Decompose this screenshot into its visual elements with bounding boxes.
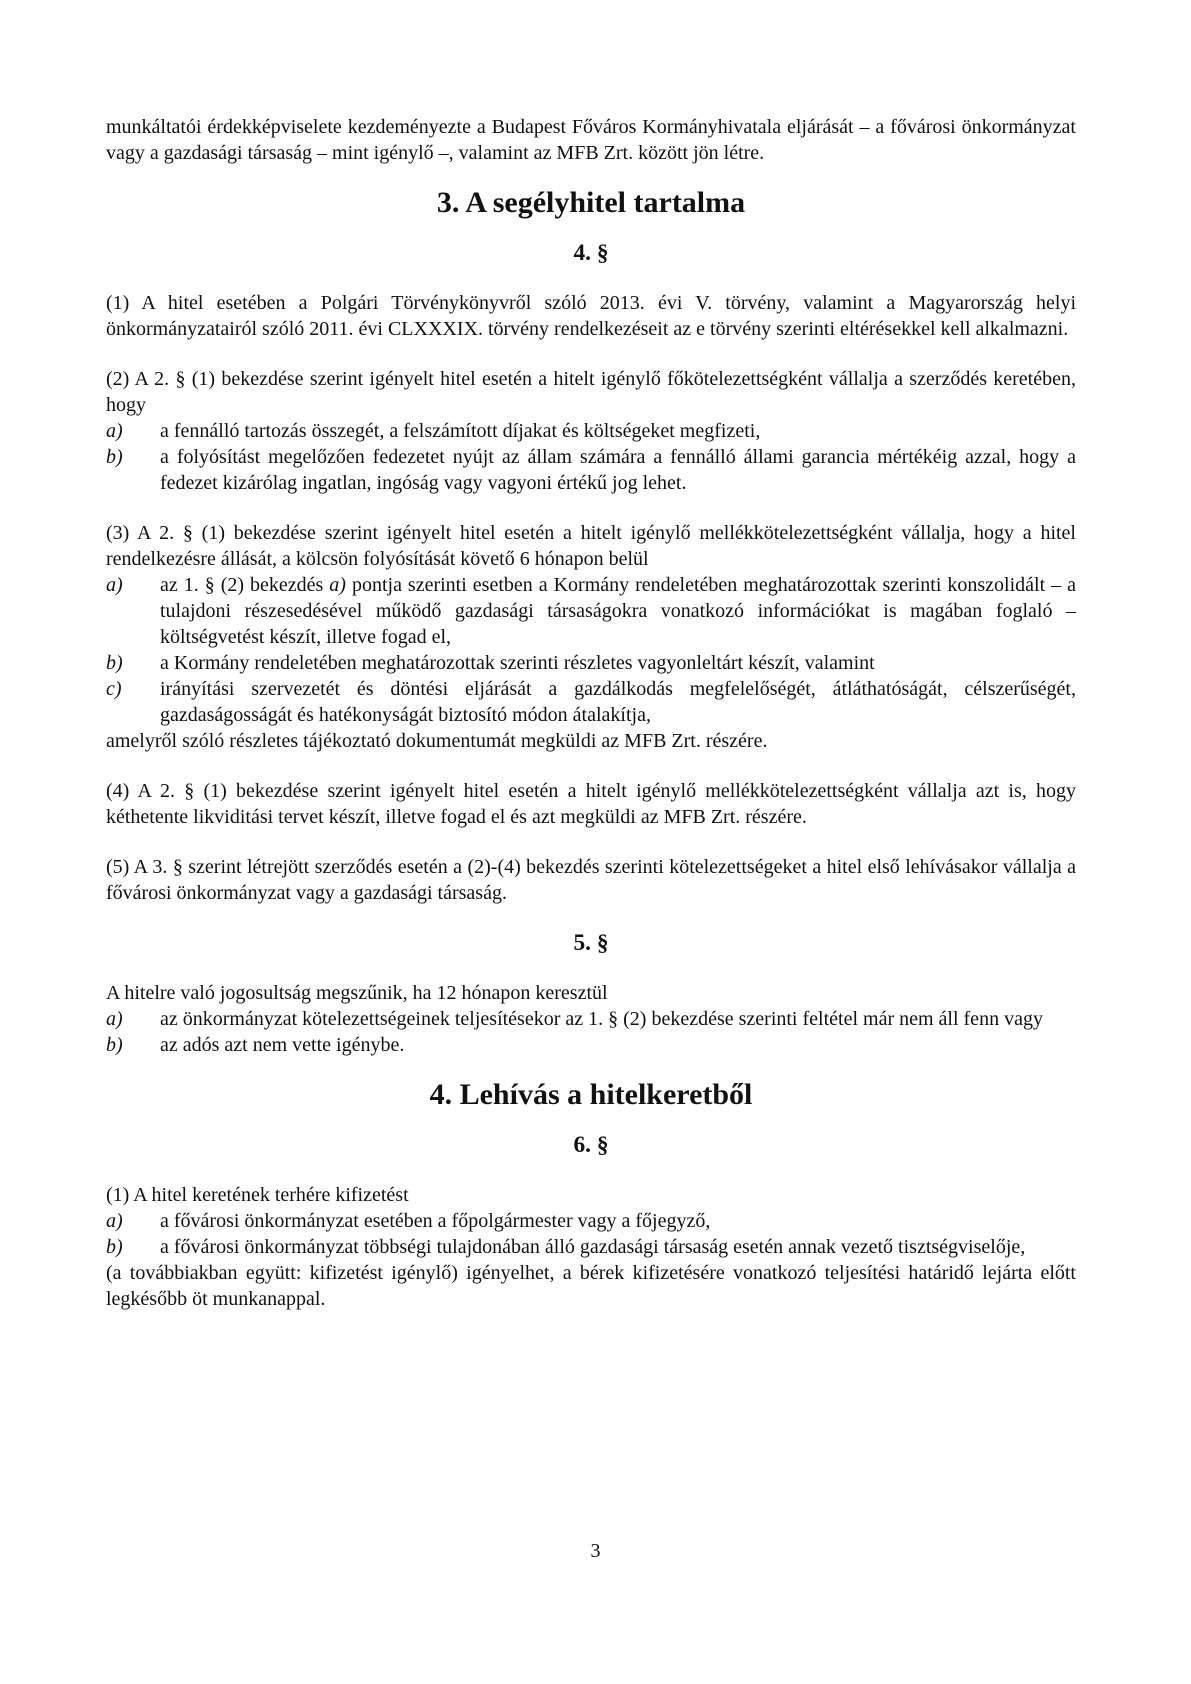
list-item [106, 1234, 1076, 1260]
paragraph-4-5: (5) A 3. § szerint létrejött szerződés esetén a (2)-(4) bekezdés szerinti kötelezettségeket a hitel első lehívásakor vállalja a fővárosi önkormányzat vagy a gazdasági társaság. [106, 856, 1076, 904]
page-number: 3 [590, 1540, 601, 1562]
text-segment: pontja szerinti esetben a Kormány rendeletében meghatározottak szerinti konszolidált – a tulajdoni részesedésével működő gazdasági társaságokra vonatkozó információkat is magában foglaló – költségvetést készít, illetve fogad el, [160, 574, 1076, 648]
document-page [106, 114, 1076, 1312]
list-item [106, 444, 1076, 496]
section-heading: 6. § [573, 1132, 609, 1158]
list-6-1 [106, 1208, 1076, 1260]
paragraph-6-1-lead: (1) A hitel keretének terhére kifizetést [106, 1184, 409, 1206]
paragraph-4-3-tail: amelyről szóló részletes tájékoztató dokumentumát megküldi az MFB Zrt. részére. [106, 730, 768, 752]
list-marker: b) [106, 1236, 123, 1258]
list-item-text: az adós azt nem vette igénybe. [160, 1034, 405, 1056]
chapter-heading: 3. A segélyhitel tartalma [436, 186, 746, 219]
list-marker: b) [106, 652, 123, 674]
paragraph-6-1-tail: (a továbbiakban együtt: kifizetést igénylő) igényelhet, a bérek kifizetésére vonatkozó teljesítési határidő lejárta előtt legkésőbb öt munkanappal. [106, 1262, 1076, 1310]
paragraph-4-2-lead: (2) A 2. § (1) bekezdése szerint igényelt hitel esetén a hitelt igénylő főkötelezettségként vállalja a szerződés keretében, hogy [106, 368, 1076, 416]
list-item-text: a fővárosi önkormányzat esetében a főpolgármester vagy a főjegyző, [160, 1210, 711, 1232]
list-4-3 [106, 572, 1076, 728]
list-item [106, 418, 1076, 444]
list-marker: a) [106, 1008, 123, 1030]
list-item-text: a Kormány rendeletében meghatározottak szerinti részletes vagyonleltárt készít, valamint [160, 652, 875, 674]
paragraph-4-4: (4) A 2. § (1) bekezdése szerint igényelt hitel esetén a hitelt igénylő mellékkötelezettségként vállalja azt is, hogy kéthetente likviditási tervet készít, illetve fogad el és azt megküldi az MFB Zrt. részére. [106, 780, 1076, 828]
italic-reference: a) [329, 574, 346, 596]
list-item [106, 676, 1076, 728]
list-marker: b) [106, 1034, 123, 1056]
list-item-text: a fővárosi önkormányzat többségi tulajdonában álló gazdasági társaság esetén annak vezető tisztségviselője, [160, 1236, 1026, 1258]
section-heading: 4. § [573, 240, 609, 266]
list-marker: a) [106, 420, 123, 442]
list-item-text: a folyósítást megelőzően fedezetet nyújt az állam számára a fennálló állami garancia mértékéig azzal, hogy a fedezet kizárólag ingatlan, ingóság vagy vagyoni értékű jog lehet. [160, 446, 1076, 494]
list-item [106, 650, 1076, 676]
paragraph-5-lead: A hitelre való jogosultság megszűnik, ha 12 hónapon keresztül [106, 982, 608, 1004]
list-4-2 [106, 418, 1076, 496]
list-marker: c) [106, 678, 122, 700]
chapter-heading: 4. Lehívás a hitelkeretből [429, 1078, 753, 1111]
intro-paragraph: munkáltatói érdekképviselete kezdeményezte a Budapest Főváros Kormányhivatala eljárását – a fővárosi önkormányzat vagy a gazdasági társaság – mint igénylő –, valamint az MFB Zrt. között jön létre. [106, 116, 1076, 164]
paragraph-4-1: (1) A hitel esetében a Polgári Törvénykönyvről szóló 2013. évi V. törvény, valamint a Magyarország helyi önkormányzatairól szóló 2011. évi CLXXXIX. törvény rendelkezéseit az e törvény szerinti eltérésekkel kell alkalmazni. [106, 292, 1076, 340]
list-marker: a) [106, 1210, 123, 1232]
list-item [106, 1006, 1076, 1032]
list-item [106, 572, 1076, 650]
text-segment: az 1. § (2) bekezdés [160, 574, 330, 596]
list-marker: b) [106, 446, 123, 468]
list-item [106, 1208, 1076, 1234]
list-item-text: irányítási szervezetét és döntési eljárását a gazdálkodás megfelelőségét, átláthatóságát, célszerűségét, gazdaságosságát és hatékonyságát biztosító módon átalakítja, [160, 678, 1076, 726]
section-heading: 5. § [573, 930, 609, 956]
list-marker: a) [106, 574, 123, 596]
paragraph-4-3-lead: (3) A 2. § (1) bekezdése szerint igényelt hitel esetén a hitelt igénylő mellékkötelezettségként vállalja, hogy a hitel rendelkezésre állását, a kölcsön folyósítását követő 6 hónapon belül [106, 522, 1076, 570]
list-5 [106, 1006, 1076, 1058]
list-item-text: a fennálló tartozás összegét, a felszámított díjakat és költségeket megfizeti, [160, 420, 761, 442]
list-item [106, 1032, 1076, 1058]
list-item-text [160, 572, 1076, 650]
list-item-text: az önkormányzat kötelezettségeinek teljesítésekor az 1. § (2) bekezdése szerinti feltétel már nem áll fenn vagy [160, 1008, 1043, 1030]
